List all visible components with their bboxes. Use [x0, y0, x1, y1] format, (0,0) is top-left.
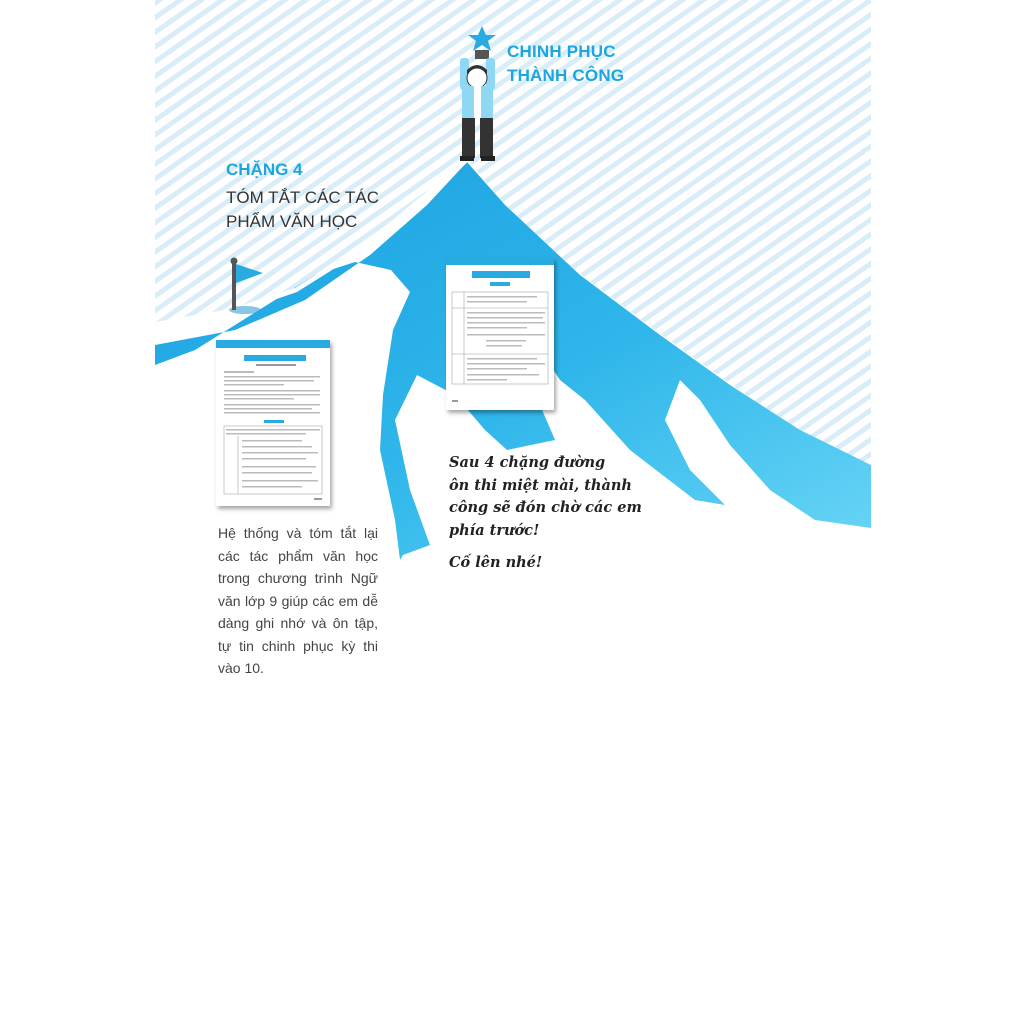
page-preview-right — [446, 258, 554, 410]
goal-title-line2: THÀNH CÔNG — [507, 66, 625, 85]
goal-title-line1: CHINH PHỤC — [507, 42, 616, 61]
page-preview-left — [216, 340, 330, 506]
stage-subtitle-line2: PHẨM VĂN HỌC — [226, 212, 358, 231]
motto-line3: công sẽ đón chờ các em — [449, 499, 642, 516]
goal-title — [507, 40, 624, 88]
motto-line4: phía trước! — [449, 521, 540, 539]
motto — [449, 452, 649, 542]
stage-title: CHẶNG 4 — [226, 160, 303, 179]
book-page — [155, 0, 871, 1024]
stage-description: Hệ thống và tóm tắt lại các tác phẩm văn học trong chương trình Ngữ văn lớp 9 giúp các em dễ dàng ghi nhớ và ôn tập, tự tin chinh phục kỳ thi vào 10. — [218, 525, 378, 676]
stage-subtitle — [226, 186, 406, 234]
motto-line2: ôn thi miệt mài, thành — [449, 476, 632, 494]
stage-subtitle-line1: TÓM TẮT CÁC TÁC — [226, 188, 380, 207]
motto-line1: Sau 4 chặng đường — [449, 454, 606, 471]
cheer-text: Cố lên nhé! — [449, 554, 543, 571]
